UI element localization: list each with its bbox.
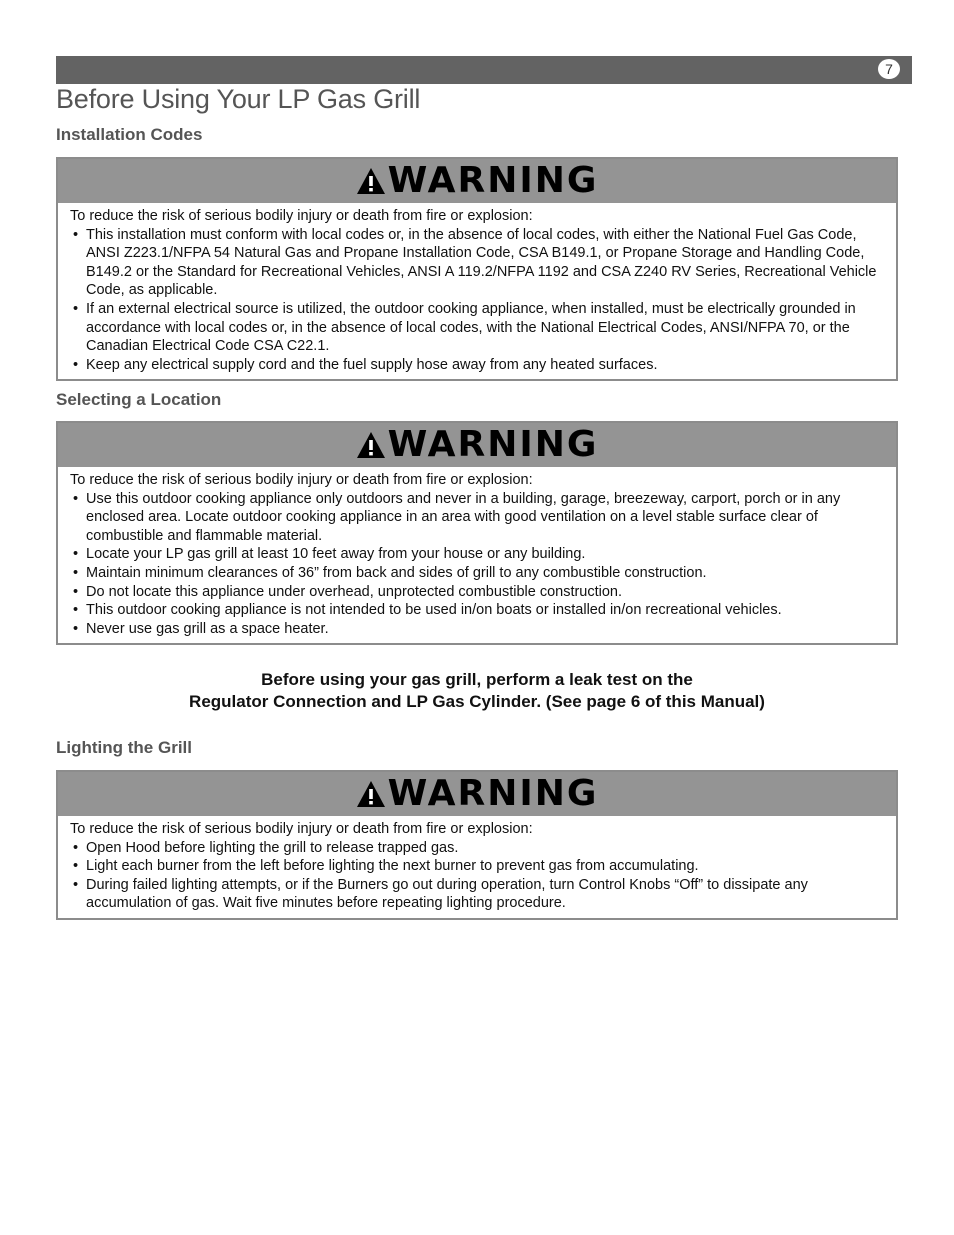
list-item: • Locate your LP gas grill at least 10 feet away from your house or any building. [70,545,884,564]
warning-label: WARNING [387,773,599,814]
warning-list [70,226,884,375]
warning-body [58,467,896,643]
warning-triangle-icon [356,779,386,809]
list-item: • Open Hood before lighting the grill to release trapped gas. [70,839,884,858]
warning-banner [58,772,896,816]
list-item: • This installation must conform with local codes or, in the absence of local codes, with either the National Fuel Gas Code, ANSI Z223.1/NFPA 54 Natural Gas and Propane Installation Code, CSA B149.1, or Propane Storage and Handling Code, B149.2 or the Standard for Recreational Vehicles, ANSI A 119.2/NFPA 1192 and CSA Z240 RV Series, Recreational Vehicle Code, as applicable. [70,226,884,300]
header-bar [56,56,912,84]
page-number: 7 [878,59,900,79]
warning-body [58,203,896,379]
list-item: • Light each burner from the left before lighting the next burner to prevent gas from accumulating. [70,857,884,876]
list-item: • If an external electrical source is utilized, the outdoor cooking appliance, when installed, must be electrically grounded in accordance with local codes or, in the absence of local codes, with the National Electrical Codes, ANSI/NFPA 70, or the Canadian Electrical Code CSA C22.1. [70,300,884,356]
list-item: • This outdoor cooking appliance is not intended to be used in/on boats or installed in/on recreational vehicles. [70,601,884,620]
list-item: • Use this outdoor cooking appliance only outdoors and never in a building, garage, breezeway, carport, porch or in any enclosed area. Locate outdoor cooking appliance in an area with good ventilation on a level stable surface clear of combustible and flammable material. [70,490,884,546]
section-heading-installation-codes: Installation Codes [56,125,203,144]
warning-body [58,816,896,918]
notice-line-2: Regulator Connection and LP Gas Cylinder. (See page 6 of this Manual) [189,692,765,711]
warning-intro: To reduce the risk of serious bodily injury or death from fire or explosion: [70,208,533,224]
list-item: • During failed lighting attempts, or if the Burners go out during operation, turn Control Knobs “Off” to dissipate any accumulation of gas. Wait five minutes before repeating lighting procedure. [70,876,884,913]
warning-box-installation-codes [56,157,898,381]
warning-list [70,839,884,913]
warning-triangle-icon [356,430,386,460]
notice-line-1: Before using your gas grill, perform a leak test on the [261,670,693,689]
warning-box-lighting-the-grill [56,770,898,920]
leak-test-notice [0,669,954,713]
warning-intro: To reduce the risk of serious bodily injury or death from fire or explosion: [70,472,533,488]
list-item: • Keep any electrical supply cord and the fuel supply hose away from any heated surfaces. [70,356,884,375]
section-heading-lighting-the-grill: Lighting the Grill [56,738,192,757]
warning-banner [58,159,896,203]
warning-box-selecting-a-location [56,421,898,645]
list-item: • Never use gas grill as a space heater. [70,620,884,639]
list-item: • Do not locate this appliance under overhead, unprotected combustible construction. [70,583,884,602]
warning-list [70,490,884,639]
warning-triangle-icon [356,166,386,196]
page-title: Before Using Your LP Gas Grill [56,84,421,114]
list-item: • Maintain minimum clearances of 36” from back and sides of grill to any combustible construction. [70,564,884,583]
warning-intro: To reduce the risk of serious bodily injury or death from fire or explosion: [70,821,533,837]
warning-label: WARNING [387,424,599,465]
section-heading-selecting-a-location: Selecting a Location [56,390,222,409]
warning-label: WARNING [387,160,599,201]
warning-banner [58,423,896,467]
